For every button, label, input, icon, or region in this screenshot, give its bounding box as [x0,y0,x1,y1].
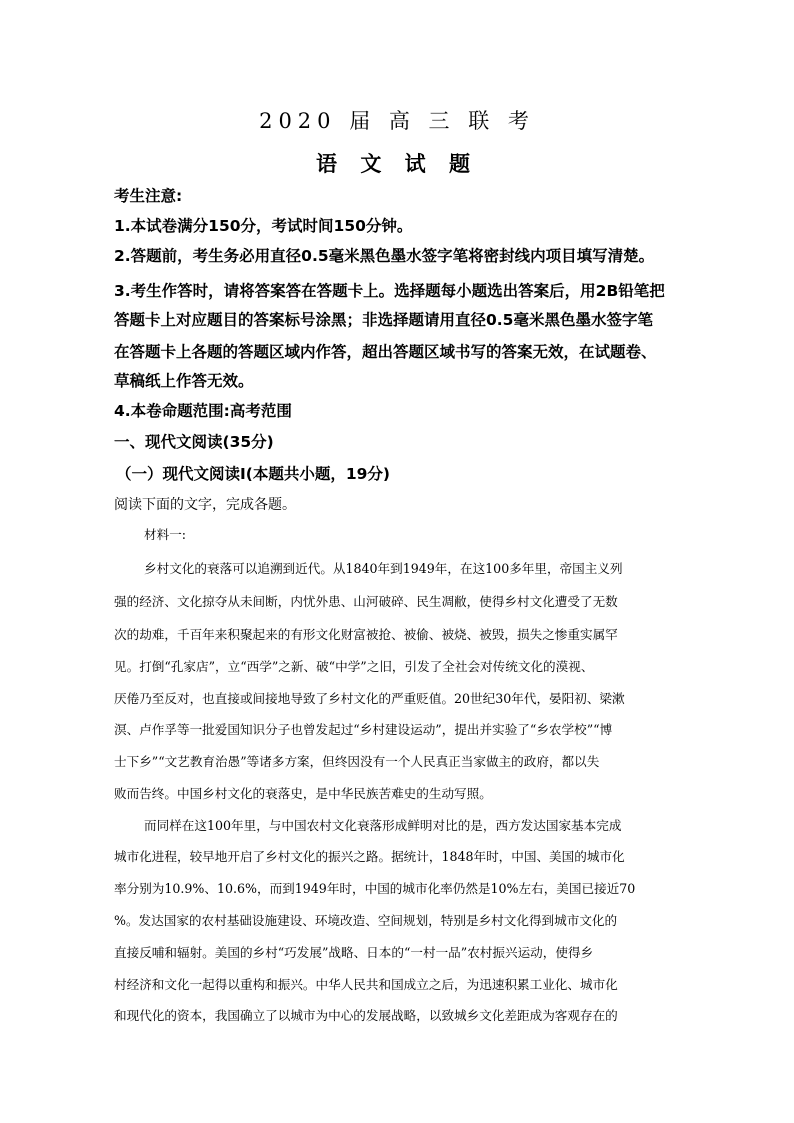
notice-line-3: 3.考生作答时，请将答案答在答题卡上。选择题每小题选出答案后，用2B铅笔把 [114,282,665,300]
material-p1-line-7: 士下乡”“文艺教育治愚”等诸多方案，但终因没有一个人民真正当家做主的政府，都以失 [114,754,600,769]
material-p1-line-6: 溟、卢作孚等一批爱国知识分子也曾发起过“乡村建设运动”，提出并实验了“乡农学校”“博 [114,722,613,737]
material-p1-line-5: 厌倦乃至反对，也直接或间接地导致了乡村文化的严重贬值。20世纪30年代，晏阳初、梁漱 [114,691,625,706]
material-p1-line-1: 乡村文化的衰落可以追溯到近代。从1840年到1949年，在这100多年里，帝国主义列 [144,561,623,576]
notice-heading: 考生注意: [114,187,183,205]
material-p2-line-5: 直接反哺和辐射。美国的乡村“巧发展”战略、日本的“一村一品”农村振兴运动，使得乡 [114,945,594,960]
material-p1-line-3: 次的劫难，千百年来积聚起来的有形文化财富被抢、被偷、被烧、被毁，损失之惨重实属罕 [114,627,618,642]
notice-line-5: 在答题卡上各题的答题区域内作答，超出答题区域书写的答案无效，在试题卷、 [114,343,657,361]
material-p1-line-2: 强的经济、文化掠夺从未间断，内忧外患、山河破碎、民生凋敝，使得乡村文化遭受了无数 [114,594,618,609]
exam-title: 2020 届 高 三 联 考 [259,109,535,133]
notice-line-6: 草稿纸上作答无效。 [114,372,254,390]
exam-subtitle: 语 文 试 题 [316,151,478,176]
material-p1-line-4: 见。打倒“孔家店”，立“西学”之新、破“中学”之旧，引发了全社会对传统文化的漠视、 [114,659,594,674]
section-instruction: 阅读下面的文字，完成各题。 [114,497,296,513]
notice-line-7: 4.本卷命题范围:高考范围 [114,402,292,420]
notice-line-1: 1.本试卷满分150分，考试时间150分钟。 [114,217,413,235]
material-p1-line-8: 败而告终。中国乡村文化的衰落史，是中华民族苦难史的生动写照。 [114,786,492,801]
notice-line-2: 2.答题前，考生务必用直径0.5毫米黑色墨水签字笔将密封线内项目填写清楚。 [114,247,655,265]
material-p2-line-4: %。发达国家的农村基础设施建设、环境改造、空间规划，特别是乡村文化得到城市文化的 [114,913,618,928]
material-p2-line-6: 村经济和文化一起得以重构和振兴。中华人民共和国成立之后，为迅速积累工业化、城市化 [114,977,618,992]
section-sub-heading: （一）现代文阅读Ⅰ(本题共小题，19分) [116,465,391,483]
material-p2-line-7: 和现代化的资本，我国确立了以城市为中心的发展战略，以致城乡文化差距成为客观存在的 [114,1008,618,1023]
material-p2-line-2: 城市化进程，较早地开启了乡村文化的振兴之路。据统计，1848年时，中国、美国的城市化 [114,849,625,864]
material-label: 材料一: [144,527,187,542]
material-p2-line-1: 而同样在这100年里，与中国农村文化衰落形成鲜明对比的是，西方发达国家基本完成 [144,818,622,833]
section-heading: 一、现代文阅读(35分) [114,433,274,451]
notice-line-4: 答题卡上对应题目的答案标号涂黑；非选择题请用直径0.5毫米黑色墨水签字笔 [114,311,653,329]
material-p2-line-3: 率分别为10.9%、10.6%，而到1949年时，中国的城市化率仍然是10%左右，美国已接近70 [114,881,636,896]
